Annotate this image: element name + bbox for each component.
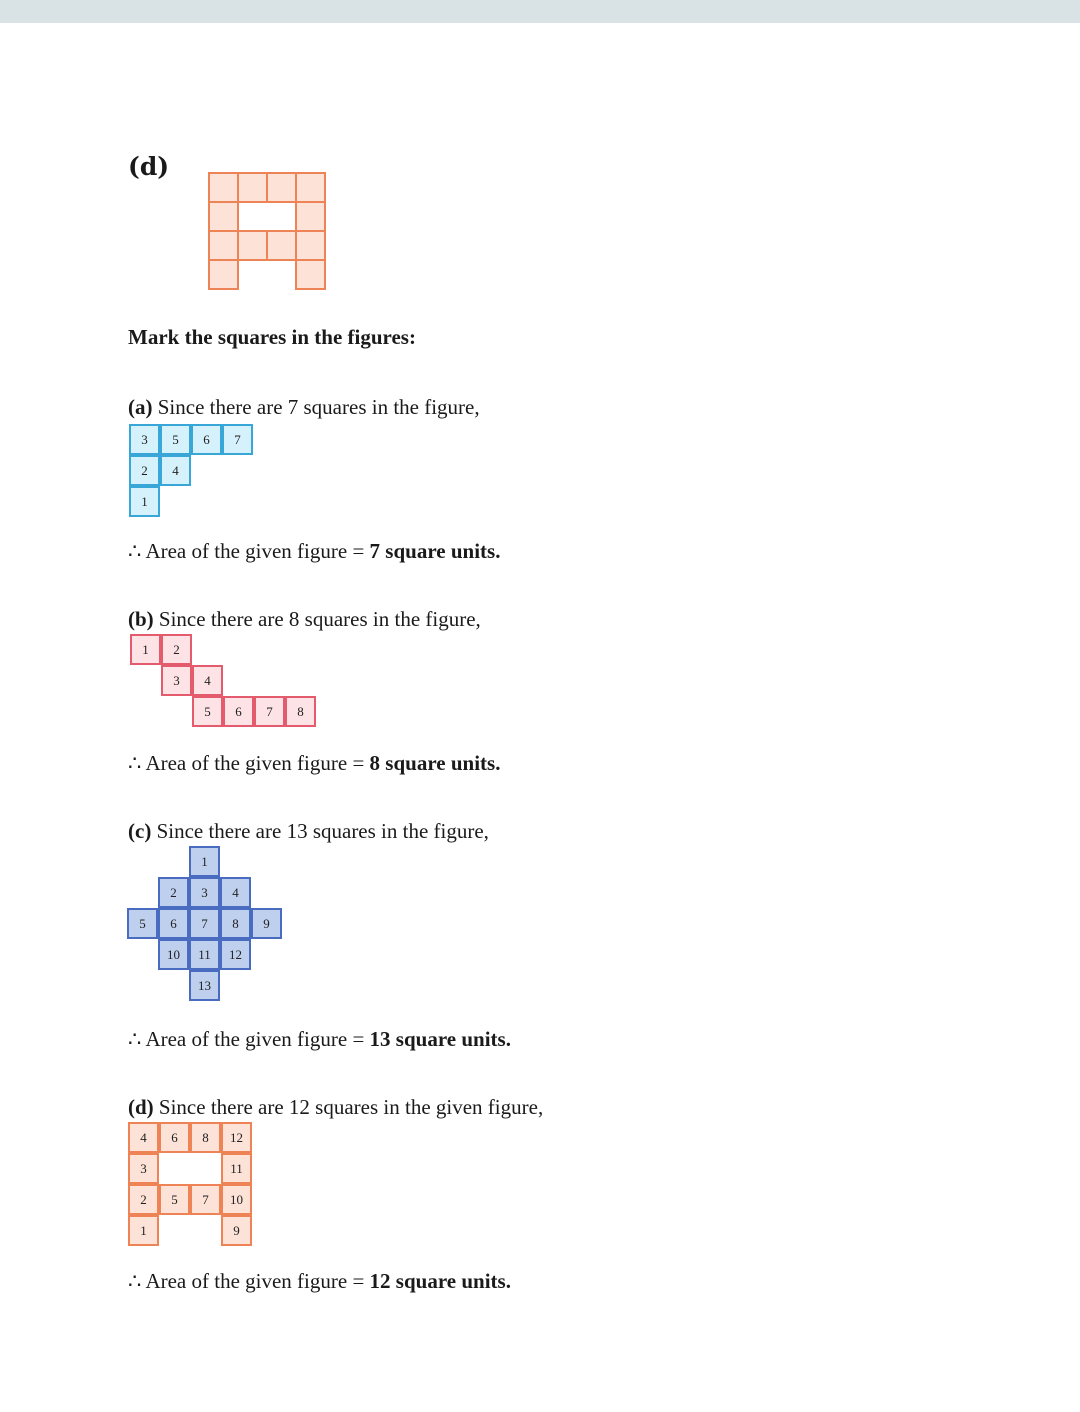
part-d-statement	[128, 1095, 543, 1120]
grid-c-cell-1: 1	[189, 846, 220, 877]
grid-b-cell-6: 6	[223, 696, 254, 727]
part-b-conclusion-prefix: ∴ Area of the given figure =	[128, 751, 370, 775]
grid-d-cell-7: 7	[190, 1184, 221, 1215]
figure-a-grid	[129, 424, 253, 517]
grid-c-cell-7: 7	[189, 908, 220, 939]
part-b-text: Since there are 8 squares in the figure,	[158, 607, 481, 631]
part-d-conclusion	[128, 1269, 511, 1294]
grid-a-cell-3: 3	[129, 424, 160, 455]
part-a-label: (a)	[128, 395, 153, 419]
grid-c-cell-9: 9	[251, 908, 282, 939]
grid-a-cell-5: 5	[160, 424, 191, 455]
part-d-conclusion-prefix: ∴ Area of the given figure =	[128, 1269, 370, 1293]
part-a-area: 7 square units.	[369, 539, 501, 563]
figure-d-grid	[128, 1122, 252, 1246]
grid-a-cell-6: 6	[191, 424, 222, 455]
part-d-label: (d)	[128, 1095, 154, 1119]
grid-d-cell-9: 9	[221, 1215, 252, 1246]
grid-d-cell-8: 8	[190, 1122, 221, 1153]
part-a-conclusion	[128, 539, 500, 564]
grid-d-cell-6: 6	[159, 1122, 190, 1153]
part-c-label: (c)	[128, 819, 152, 843]
grid-d-cell-12: 12	[221, 1122, 252, 1153]
problem-label: (d)	[128, 152, 170, 181]
grid-a-cell-7: 7	[222, 424, 253, 455]
part-b-conclusion	[128, 751, 500, 776]
part-b-label: (b)	[128, 607, 154, 631]
grid-d-cell-3: 3	[128, 1153, 159, 1184]
figure-c-grid	[127, 846, 282, 1001]
grid-b-cell-8: 8	[285, 696, 316, 727]
grid-c-cell-6: 6	[158, 908, 189, 939]
grid-c-cell-3: 3	[189, 877, 220, 908]
top-bar	[0, 0, 1080, 23]
part-c-conclusion	[128, 1027, 511, 1052]
grid-c-cell-8: 8	[220, 908, 251, 939]
grid-b-cell-7: 7	[254, 696, 285, 727]
grid-b-cell-5: 5	[192, 696, 223, 727]
part-a-statement	[128, 395, 480, 420]
grid-d-cell-10: 10	[221, 1184, 252, 1215]
part-b-area: 8 square units.	[369, 751, 501, 775]
grid-d-cell-11: 11	[221, 1153, 252, 1184]
grid-a-cell-1: 1	[129, 486, 160, 517]
grid-b-cell-4: 4	[192, 665, 223, 696]
grid-c-cell-13: 13	[189, 970, 220, 1001]
grid-a-cell-4: 4	[160, 455, 191, 486]
part-a-text: Since there are 7 squares in the figure,	[157, 395, 480, 419]
part-d-text: Since there are 12 squares in the given figure,	[158, 1095, 544, 1119]
figure-d-unlabeled	[208, 172, 328, 292]
part-c-conclusion-prefix: ∴ Area of the given figure =	[128, 1027, 370, 1051]
grid-d-cell-2: 2	[128, 1184, 159, 1215]
grid-c-cell-2: 2	[158, 877, 189, 908]
grid-c-cell-12: 12	[220, 939, 251, 970]
figure-b-grid	[130, 634, 316, 727]
part-a-conclusion-prefix: ∴ Area of the given figure =	[128, 539, 370, 563]
grid-b-cell-1: 1	[130, 634, 161, 665]
grid-d-cell-4: 4	[128, 1122, 159, 1153]
grid-b-cell-2: 2	[161, 634, 192, 665]
grid-c-cell-11: 11	[189, 939, 220, 970]
part-b-statement	[128, 607, 481, 632]
grid-d-cell-1: 1	[128, 1215, 159, 1246]
part-c-statement	[128, 819, 489, 844]
grid-b-cell-3: 3	[161, 665, 192, 696]
part-c-area: 13 square units.	[369, 1027, 511, 1051]
grid-d-cell-5: 5	[159, 1184, 190, 1215]
grid-c-cell-4: 4	[220, 877, 251, 908]
section-heading: Mark the squares in the figures:	[128, 325, 416, 349]
grid-c-cell-10: 10	[158, 939, 189, 970]
part-c-text: Since there are 13 squares in the figure,	[156, 819, 489, 843]
grid-a-cell-2: 2	[129, 455, 160, 486]
part-d-area: 12 square units.	[369, 1269, 511, 1293]
grid-c-cell-5: 5	[127, 908, 158, 939]
